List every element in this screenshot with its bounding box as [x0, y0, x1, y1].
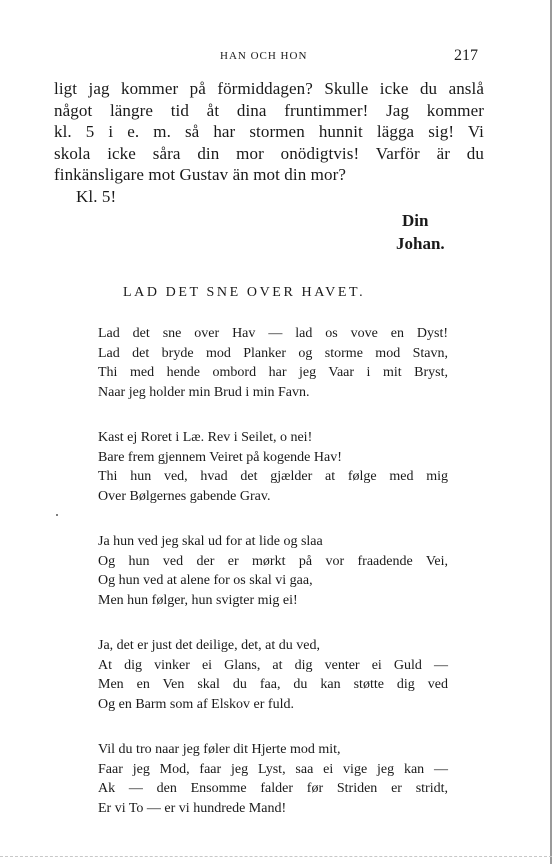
poem-line: Ja hun ved jeg skal ud for at lide og slaa [98, 534, 323, 549]
poem-title: LAD DET SNE OVER HAVET. [123, 285, 366, 300]
poem-line: Og hun ved at alene for os skal vi gaa, [98, 573, 313, 588]
letter-text [54, 78, 484, 207]
poem [98, 324, 448, 844]
page-bottom-edge [0, 856, 552, 858]
poem-line: Ja, det er just det deilige, det, at du ved, [98, 638, 320, 653]
poem-stanza [98, 324, 448, 402]
poem-line: At dig vinker ei Glans, at dig venter ei Guld — [98, 657, 448, 673]
poem-line: Men en Ven skal du faa, du kan støtte dig ved [98, 677, 448, 692]
poem-line: Lad det sne over Hav — lad os vove en Dyst! [98, 326, 448, 341]
running-title: HAN OCH HON [220, 50, 308, 62]
letter-signature-name: Johan. [396, 234, 445, 253]
poem-stanza [98, 740, 448, 818]
print-speck [56, 514, 58, 516]
poem-line: Og en Barm som af Elskov er fuld. [98, 696, 294, 712]
poem-line: Faar jeg Mod, faar jeg Lyst, saa ei vige jeg kan — [98, 761, 448, 777]
poem-line: Bare frem gjennem Veiret på kogende Hav! [98, 449, 342, 465]
letter-signature [396, 209, 445, 255]
letter-line: Kl. 5! [76, 186, 117, 206]
poem-line: Thi hun ved, hvad det gjælder at følge med mig [98, 469, 448, 484]
poem-line: Kast ej Roret i Læ. Rev i Seilet, o nei! [98, 430, 313, 445]
poem-line: Over Bølgernes gabende Grav. [98, 488, 271, 504]
poem-stanza [98, 636, 448, 714]
poem-line: Vil du tro naar jeg føler dit Hjerte mod mit, [98, 742, 341, 757]
poem-line: Naar jeg holder min Brud i min Favn. [98, 384, 310, 400]
letter-line: ligt jag kommer på förmiddagen? Skulle icke du anslå [54, 79, 484, 98]
page-number: 217 [454, 47, 478, 64]
letter-line: finkänsligare mot Gustav än mot din mor? [54, 165, 346, 184]
poem-line: Thi med hende ombord har jeg Vaar i mit Bryst, [98, 365, 448, 380]
letter-line: kl. 5 i e. m. så har stormen hunnit lägga sig! Vi [54, 122, 484, 141]
poem-line: Lad det bryde mod Planker og storme mod Stavn, [98, 345, 448, 361]
poem-line: Men hun følger, hun svigter mig ei! [98, 592, 298, 608]
letter-line: skola icke såra din mor onödigtvis! Varför är du [54, 143, 484, 163]
running-head [0, 47, 552, 67]
poem-stanza [98, 532, 448, 610]
letter-line: något längre tid åt dina fruntimmer! Jag kommer [54, 100, 484, 120]
poem-stanza [98, 428, 448, 506]
poem-line: Er vi To — er vi hundrede Mand! [98, 800, 287, 816]
poem-line: Og hun ved der er mørkt på vor fraadende Vei, [98, 553, 448, 569]
poem-line: Ak — den Ensomme falder før Striden er stridt, [98, 781, 448, 796]
letter-closing: Din [402, 211, 429, 230]
